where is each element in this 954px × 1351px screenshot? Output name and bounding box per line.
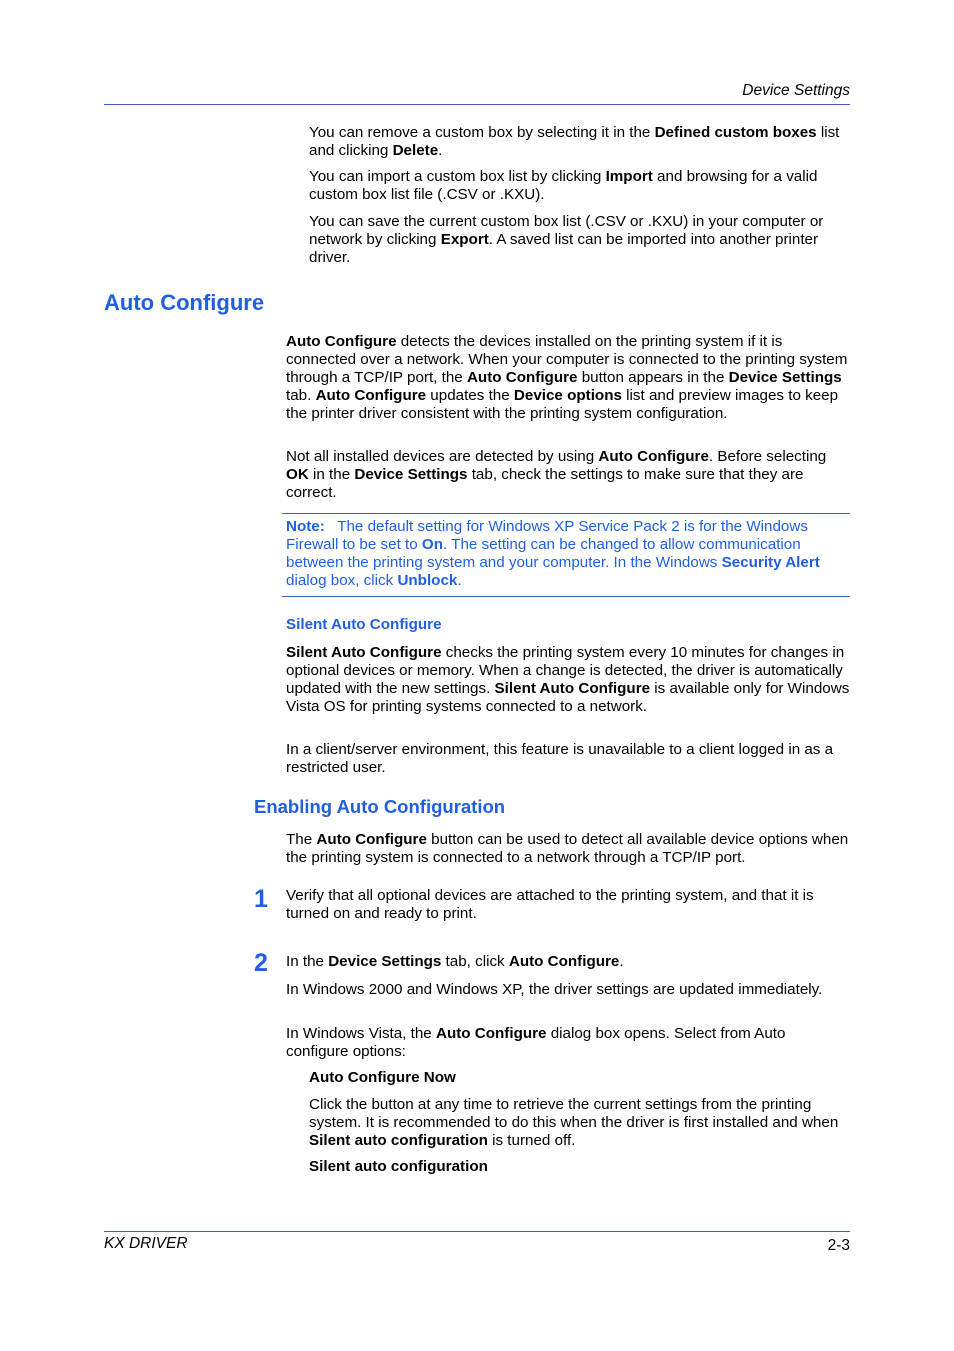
note-bottom-rule xyxy=(282,596,850,597)
footer-rule xyxy=(104,1231,850,1232)
step-number-1: 1 xyxy=(254,885,268,913)
section-heading-enabling: Enabling Auto Configuration xyxy=(254,796,506,817)
option-text-auto-configure-now: Click the button at any time to retrieve the current settings from the printing system. It is recommended to do this when the driver is first installed and when Silent auto configuration is turned off. xyxy=(309,1096,839,1149)
subheading-silent-auto-configure: Silent Auto Configure xyxy=(286,616,442,633)
note-box: Note: The default setting for Windows XP Service Pack 2 is for the Windows Firewall to be set to On. The setting can be changed to allow communication between the printing system and your computer. In the Windows Security Alert dialog box, click Unblock. xyxy=(286,518,820,589)
option-title-silent-auto-configuration: Silent auto configuration xyxy=(309,1158,488,1175)
silent-paragraph-1: Silent Auto Configure checks the printing system every 10 minutes for changes in optional devices or memory. When a change is detected, the driver is automatically updated with the new settings. Silent Auto Configure is available only for Windows Vista OS for printing systems connected to a network. xyxy=(286,644,850,715)
step-2-paragraph-vista: In Windows Vista, the Auto Configure dialog box opens. Select from Auto configure options: xyxy=(286,1025,786,1060)
note-top-rule xyxy=(282,513,850,514)
intro-paragraph-remove: You can remove a custom box by selecting it in the Defined custom boxes list and clicking Delete. xyxy=(309,124,840,159)
silent-paragraph-2: In a client/server environment, this feature is unavailable to a client logged in as a restricted user. xyxy=(286,741,834,776)
running-header: Device Settings xyxy=(742,82,850,99)
step-2-text: In the Device Settings tab, click Auto Configure. xyxy=(286,953,624,970)
intro-paragraph-export: You can save the current custom box list (.CSV or .KXU) in your computer or network by clicking Export. A saved list can be imported into another printer driver. xyxy=(309,213,824,266)
footer-product-name: KX DRIVER xyxy=(104,1235,188,1252)
step-2-paragraph-xp: In Windows 2000 and Windows XP, the driver settings are updated immediately. xyxy=(286,981,823,998)
header-rule xyxy=(104,104,850,105)
option-title-auto-configure-now: Auto Configure Now xyxy=(309,1069,456,1086)
intro-paragraph-import: You can import a custom box list by clicking Import and browsing for a valid custom box list file (.CSV or .KXU). xyxy=(309,168,818,203)
auto-configure-paragraph-2: Not all installed devices are detected by using Auto Configure. Before selecting OK in the Device Settings tab, check the settings to make sure that they are correct. xyxy=(286,448,827,501)
enabling-paragraph: The Auto Configure button can be used to detect all available device options when the printing system is connected to a network through a TCP/IP port. xyxy=(286,831,849,866)
auto-configure-paragraph-1: Auto Configure detects the devices installed on the printing system if it is connected over a network. When your computer is connected to the printing system through a TCP/IP port, the Auto Configure button appears in the Device Settings tab. Auto Configure updates the Device options list and preview images to keep the printer driver consistent with the printing system configuration. xyxy=(286,333,848,422)
page-number: 2-3 xyxy=(827,1237,850,1254)
section-heading-auto-configure: Auto Configure xyxy=(104,290,265,315)
step-1-text: Verify that all optional devices are attached to the printing system, and that it is turned on and ready to print. xyxy=(286,887,814,922)
step-number-2: 2 xyxy=(254,949,268,977)
